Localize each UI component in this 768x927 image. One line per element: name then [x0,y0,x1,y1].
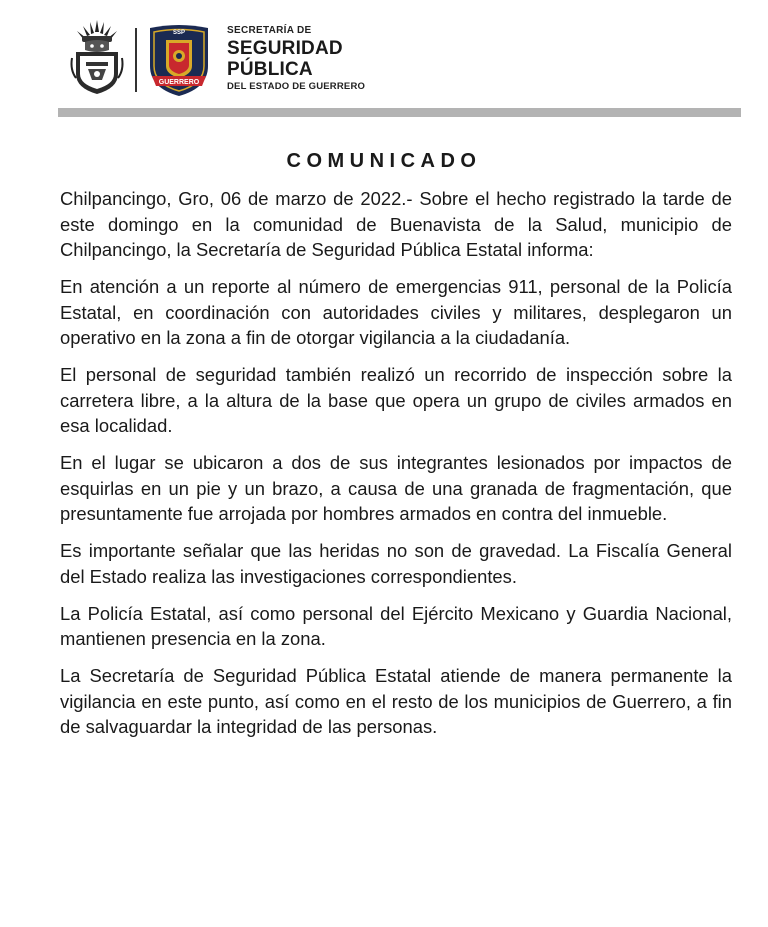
agency-name-block [227,26,365,92]
paragraph-6: La Policía Estatal, así como personal del Ejército Mexicano y Guardia Nacional, mantienen presencia en la zona. [60,602,732,649]
agency-name-line3: PÚBLICA [227,59,313,80]
agency-name-line1: SECRETARÍA DE [227,25,312,36]
badge-bottom-label: GUERRERO [158,79,200,86]
ssp-badge-icon [146,22,212,98]
agency-name-line4: DEL ESTADO DE GUERRERO [227,81,366,92]
document-title: COMUNICADO [286,150,482,172]
document-body [60,186,732,751]
agency-name-line2: SEGURIDAD [227,38,343,59]
paragraph-1: Chilpancingo, Gro, 06 de marzo de 2022.- Sobre el hecho registrado la tarde de este domingo en la comunidad de Buenavista de la Salud, municipio de Chilpancingo, la Secretaría de Seguridad Pública Estatal informa: [60,188,732,260]
document-header [0,0,768,110]
paragraph-7: La Secretaría de Seguridad Pública Estatal atiende de manera permanente la vigilancia en este punto, así como en el resto de los municipios de Guerrero, a fin de salvaguardar la integridad de las personas. [60,665,732,737]
header-divider [135,28,137,92]
paragraph-3: El personal de seguridad también realizó un recorrido de inspección sobre la carretera libre, a la altura de la base que opera un grupo de civiles armados en esa localidad. [60,364,732,436]
guerrero-state-seal-icon [68,18,126,96]
paragraph-4: En el lugar se ubicaron a dos de sus integrantes lesionados por impactos de esquirlas en un pie y un brazo, a causa de una granada de fragmentación, que presuntamente fue arrojada por hombres armados en contra del inmueble. [60,452,732,524]
badge-top-label: SSP [172,30,186,36]
paragraph-2: En atención a un reporte al número de emergencias 911, personal de la Policía Estatal, en coordinación con autoridades civiles y militares, desplegaron un operativo en la zona a fin de otorgar vigilancia a la ciudadanía. [60,276,732,348]
paragraph-5: Es importante señalar que las heridas no son de gravedad. La Fiscalía General del Estado realiza las investigaciones correspondientes. [60,540,732,587]
header-separator-bar [58,108,741,117]
